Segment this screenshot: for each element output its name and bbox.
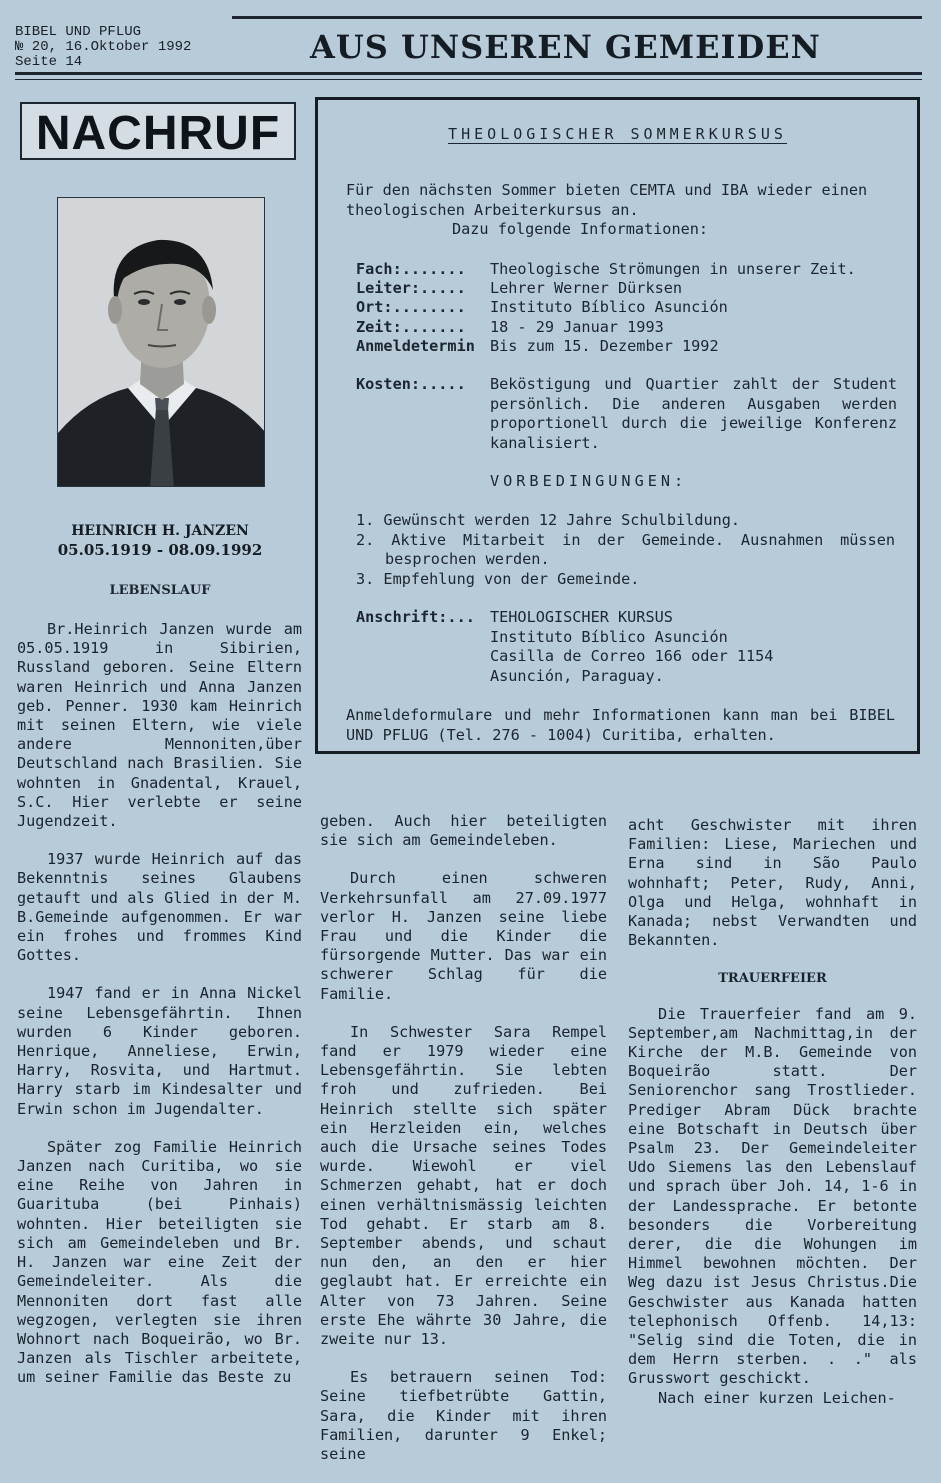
publication-info	[15, 25, 191, 70]
col1-paragraph-2: 1937 wurde Heinrich auf das Bekenntnis seines Glaubens getauft und als Glied in der M. B.Gemeinde aufgenommen. Er war ein frohes und frommes Kind Gottes.	[17, 850, 302, 965]
trauerfeier-heading: TRAUERFEIER	[718, 971, 827, 987]
publication-name: BIBEL UND PFLUG	[15, 24, 142, 40]
condition-item: 1. Gewünscht werden 12 Jahre Schulbildung.	[356, 511, 741, 529]
sommerkurs-title	[318, 125, 917, 143]
info-label: Fach:.......	[356, 260, 466, 278]
col1-paragraph-3: 1947 fand er in Anna Nickel seine Lebensgefährtin. Ihnen wurden 6 Kinder geboren. Henrique, Anneliese, Erwin, Harry, Rosvita, und Hartmut. Harry starb im Kindesalter und Erwin schon im Jugendalter.	[17, 984, 302, 1118]
info-label: Zeit:.......	[356, 318, 466, 336]
address-line: TEHOLOGISCHER KURSUS	[490, 608, 673, 626]
sommerkurs-box	[315, 97, 920, 754]
nachruf-banner	[20, 102, 296, 160]
info-value: Lehrer Werner Dürksen	[490, 279, 683, 297]
col2-paragraph-1: geben. Auch hier beteiligten sie sich am Gemeindeleben.	[320, 812, 607, 850]
col3-paragraph-1: acht Geschwister mit ihren Familien: Liese, Mariechen und Erna sind in São Paulo wohnhaft; Peter, Rudy, Anni, Olga und Helga, wohnhaft in Kanada; nebst Verwandten und Bekannten.	[628, 816, 917, 950]
issue-line: № 20, 16.Oktober 1992	[15, 39, 192, 55]
address-line: Asunción, Paraguay.	[490, 666, 664, 685]
address-line: Instituto Bíblico Asunción	[490, 627, 728, 646]
vorbedingungen-heading: VORBEDINGUNGEN:	[490, 472, 688, 490]
section-title: AUS UNSEREN GEMEIDEN	[310, 28, 821, 66]
col2-paragraph-2: Durch einen schweren Verkehrsunfall am 27.09.1977 verlor H. Janzen seine liebe Frau und die Kinder die fürsorgende Mutter. Das war ein schwerer Schlag für die Familie.	[320, 869, 607, 1003]
col1-paragraph-4: Später zog Familie Heinrich Janzen nach Curitiba, wo sie eine Reihe von Jahren in Guarituba (bei Pinhais) wohnten. Hier beteiligten sie sich am Gemeindeleben und Br. H. Janzen war eine Zeit der Gemeindeleiter. Als die Mennoniten dort fast alle wegzogen, verlegten sie ihren Wohnort nach Boqueirão, wo Br. Janzen als Tischler arbeitete, um seiner Familie das Beste zu	[17, 1137, 302, 1387]
header-rule-thin	[15, 79, 922, 80]
col2-paragraph-3: In Schwester Sara Rempel fand er 1979 wieder eine Lebensgefährtin. Sie lebten froh und zufrieden. Bei Heinrich stellte sich später ein Herzleiden ein, welches auch die Ursache seines Todes wurde. Wiewohl er viel Schmerzen gehabt, hat er doch einen verhältnismässig leichten Tod gehabt. Er starb am 8. September abends, und schaut nun den, an den er hier geglaubt hat. Er erreichte ein Alter von 73 Jahren. Seine erste Ehe währte 30 Jahre, die zweite nur 13.	[320, 1022, 607, 1349]
nachruf-title: NACHRUF	[35, 107, 281, 160]
info-value: Bis zum 15. Dezember 1992	[490, 337, 719, 355]
anschrift-address	[490, 608, 897, 686]
condition-item: 2. Aktive Mitarbeit in der Gemeinde. Ausnahmen müssen besprochen werden.	[356, 530, 895, 568]
info-value: Instituto Bíblico Asunción	[490, 298, 728, 316]
sommerkurs-title-text: THEOLOGISCHER SOMMERKURSUS	[448, 125, 787, 143]
col3-paragraph-3: Nach einer kurzen Leichen-	[658, 1388, 896, 1407]
column-2	[320, 812, 607, 1483]
header-rule-bottom	[15, 72, 922, 75]
portrait-photo	[57, 197, 265, 487]
lebenslauf-heading: LEBENSLAUF	[109, 583, 211, 598]
page-line: Seite 14	[15, 54, 83, 70]
anschrift-label: Anschrift:...	[356, 608, 475, 626]
condition-item: 3. Empfehlung von der Gemeinde.	[356, 569, 640, 588]
deceased-name: HEINRICH H. JANZEN	[71, 523, 249, 539]
sommerkurs-intro: Für den nächsten Sommer bieten CEMTA und IBA wieder einen theologischen Arbeiterkursus an.	[346, 181, 868, 219]
info-label: Kosten:.....	[356, 375, 466, 393]
sommerkurs-intro-2: Dazu folgende Informationen:	[452, 220, 709, 238]
info-value: Theologische Strömungen in unserer Zeit.	[490, 260, 856, 278]
col1-paragraph-1: Br.Heinrich Janzen wurde am 05.05.1919 in Sibirien, Russland geboren. Seine Eltern waren Heinrich und Anna Janzen geb. Penner. 1930 kam Heinrich mit seinen Eltern, wie viele andere Mennoniten,über Deutschland nach Brasilien. Sie wohnten in Gnadental, Krauel, S.C. Hier verlebte er seine Jugendzeit.	[17, 620, 302, 831]
info-label: Ort:........	[356, 298, 466, 316]
col2-paragraph-4: Es betrauern seinen Tod: Seine tiefbetrübte Gattin, Sara, die Kinder mit ihren Familien, darunter 9 Enkel; seine	[320, 1368, 607, 1464]
portrait-drawing	[58, 198, 265, 487]
info-label: Anmeldetermin	[356, 337, 475, 355]
sommerkurs-footer: Anmeldeformulare und mehr Informationen kann man bei BIBEL UND PFLUG (Tel. 276 - 1004) Curitiba, erhalten.	[346, 706, 895, 744]
conditions-list	[356, 511, 895, 589]
column-3	[628, 816, 917, 1427]
info-label: Leiter:.....	[356, 279, 466, 297]
life-dates: 05.05.1919 - 08.09.1992	[57, 541, 263, 559]
header-rule-top	[232, 16, 922, 19]
address-line: Casilla de Correo 166 oder 1154	[490, 647, 774, 665]
column-1	[17, 620, 302, 1407]
info-value: Beköstigung und Quartier zahlt der Student persönlich. Die anderen Ausgaben werden proportionell durch die jeweilige Konferenz kanalisiert.	[490, 375, 897, 452]
col3-paragraph-2: Die Trauerfeier fand am 9. September,am Nachmittag,in der Kirche der M.B. Gemeinde von Boqueirão statt. Der Seniorenchor sang Trostlieder. Prediger Abram Dück brachte eine Botschaft in Deutsch über Psalm 23. Der Gemeindeleiter Udo Siemens las den Lebenslauf und sprach über Joh. 14, 1-6 in der Landessprache. Er betonte besonders die Vorbereitung derer, die die Wohungen im Himmel bewohnen möchten. Der Weg dazu ist Jesus Christus.Die Geschwister aus Kanada hatten telephonisch Offenb. 14,13: "Selig sind die Toten, die in dem Herrn sterben. . ." als Grusswort geschickt.	[628, 1004, 917, 1388]
info-value: 18 - 29 Januar 1993	[490, 318, 664, 336]
